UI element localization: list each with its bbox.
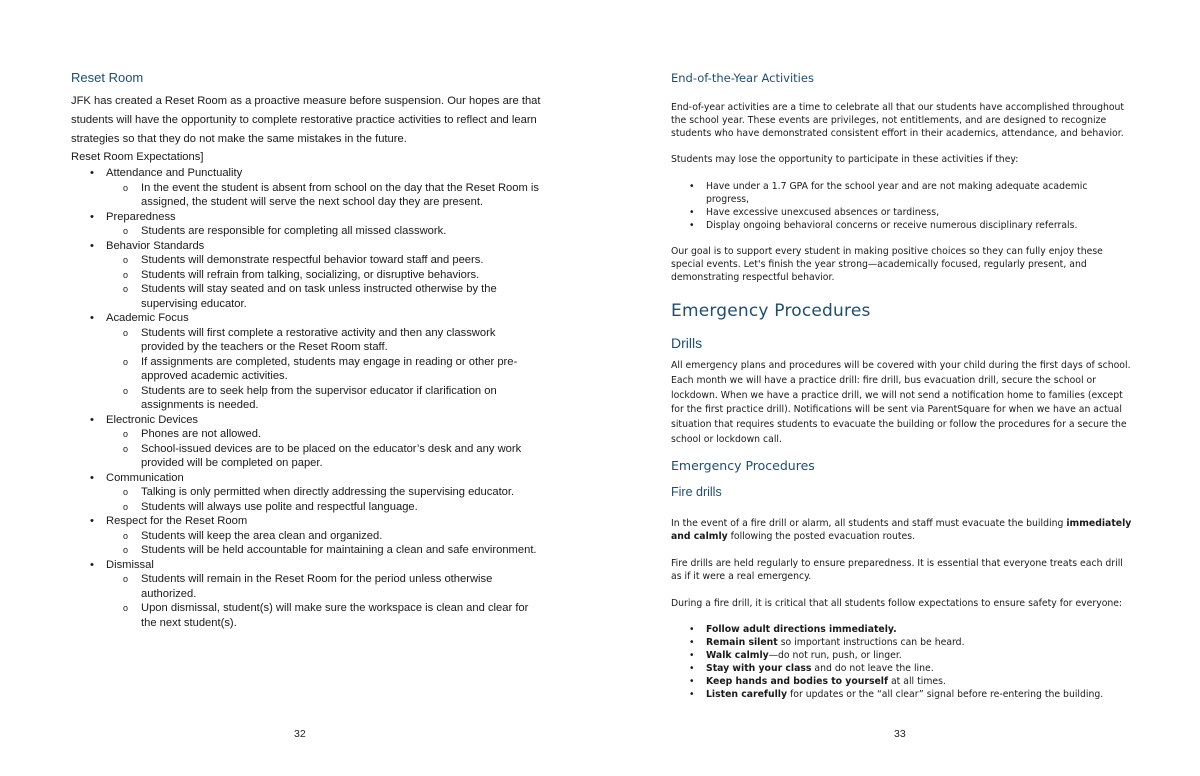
page-number-left: 32 [294, 728, 306, 740]
list-item-text: —do not run, push, or linger. [768, 650, 902, 661]
fire-drill-expectations-list [671, 623, 1133, 701]
expectation-text: If assignments are completed, students may engage in reading or other pre-approved academic activities. [141, 355, 518, 382]
hollow-bullet-icon: o [123, 182, 129, 193]
bullet-icon: • [689, 637, 695, 648]
expectation-item [71, 326, 541, 355]
expectation-text: Students will remain in the Reset Room for the period unless otherwise authorized. [141, 573, 493, 600]
bullet-icon: • [90, 413, 94, 426]
fire-p1-bold: immediately and calmly [671, 518, 1132, 542]
list-item [671, 662, 1133, 675]
emergency-procedures-subheading: Emergency Procedures [671, 458, 815, 473]
list-item-text: so important instructions can be heard. [777, 637, 965, 648]
bullet-icon: • [689, 220, 695, 231]
list-item-text: and do not leave the line. [811, 663, 934, 674]
hollow-bullet-icon: o [123, 327, 129, 338]
expectation-item [71, 500, 541, 515]
hollow-bullet-icon: o [123, 356, 129, 367]
expectation-text: Students will refrain from talking, socializing, or disruptive behaviors. [141, 268, 480, 281]
section-label: Electronic Devices [106, 413, 199, 426]
bullet-icon: • [90, 210, 94, 223]
bullet-icon: • [90, 312, 94, 324]
hollow-bullet-icon: o [123, 429, 129, 439]
list-item-bold: Remain silent [706, 637, 778, 648]
hollow-bullet-icon: o [123, 487, 129, 497]
hollow-bullet-icon: o [123, 284, 129, 294]
list-item [671, 636, 1133, 649]
end-of-year-goal: Our goal is to support every student in making positive choices so they can fully enjoy these special events. Let's finish the year strong—academically focused, regularly present, and demonstrating respectful behavior. [671, 246, 1103, 283]
bullet-icon: • [689, 207, 695, 218]
expectation-text: Students are to seek help from the supervisor educator if clarification on assignments is needed. [141, 384, 497, 411]
list-item [671, 219, 1133, 232]
expectation-section [71, 413, 541, 428]
list-item [671, 675, 1133, 688]
expectation-item [71, 282, 541, 311]
expectation-section [71, 471, 541, 486]
section-label: Dismissal [106, 558, 154, 571]
section-label: Attendance and Punctuality [106, 167, 243, 179]
expectation-text: Students are responsible for completing all missed classwork. [141, 225, 447, 237]
expectation-item [71, 268, 541, 283]
list-item-text: for updates or the “all clear” signal before re-entering the building. [787, 689, 1104, 700]
expectation-section [71, 166, 541, 181]
fire-p1-post: following the posted evacuation routes. [727, 531, 916, 542]
hollow-bullet-icon: o [123, 501, 129, 512]
expectation-item [71, 601, 541, 630]
expectation-item [71, 427, 541, 442]
list-item-text: Have under a 1.7 GPA for the school year and are not making adequate academic progress, [706, 181, 1088, 205]
hollow-bullet-icon: o [123, 574, 129, 584]
end-of-year-intro: End-of-year activities are a time to celebrate all that our students have accomplished throughout the school year. These events are privileges, not entitlements, and are designed to recognize students who have demonstrated consistent effort in their academics, attendance, and behavior. [671, 102, 1125, 139]
expectation-text: Talking is only permitted when directly addressing the supervising educator. [141, 486, 515, 498]
expectations-list [71, 166, 541, 630]
expectation-text: Upon dismissal, student(s) will make sure the workspace is clean and clear for the next student(s). [141, 602, 529, 629]
list-item-bold: Stay with your class [706, 663, 812, 674]
expectation-section [71, 239, 541, 254]
list-item [671, 206, 1133, 219]
bullet-icon: • [689, 624, 695, 635]
expectation-text: Students will demonstrate respectful behavior toward staff and peers. [141, 254, 484, 266]
expectation-section [71, 514, 541, 529]
expectation-text: Phones are not allowed. [141, 428, 262, 440]
expectation-item [71, 355, 541, 384]
expectation-text: Students will first complete a restorative activity and then any classwork provided by the teachers or the Reset Room staff. [141, 326, 496, 353]
section-label: Academic Focus [106, 312, 189, 324]
bullet-icon: • [90, 471, 94, 484]
drills-heading: Drills [671, 335, 703, 351]
fire-drill-paragraph-2: Fire drills are held regularly to ensure preparedness. It is essential that everyone treats each drill as if it were a real emergency. [671, 558, 1123, 582]
fire-drills-heading: Fire drills [671, 485, 722, 499]
list-item-bold: Keep hands and bodies to yourself [706, 676, 889, 687]
expectation-item [71, 181, 541, 210]
expectation-item [71, 485, 541, 500]
bullet-icon: • [90, 558, 94, 571]
reset-room-heading: Reset Room [71, 70, 144, 85]
hollow-bullet-icon: o [123, 385, 129, 396]
list-item-bold: Listen carefully [706, 689, 788, 700]
bullet-icon: • [90, 239, 94, 252]
list-item [671, 688, 1133, 701]
bullet-icon: • [689, 689, 695, 700]
reset-room-intro: JFK has created a Reset Room as a proactive measure before suspension. Our hopes are that students will have the opportunity to complete restorative practice activities to reflect and learn strategies so that they do not make the same mistakes in the future. [71, 95, 541, 145]
expectation-text: Students will keep the area clean and organized. [141, 529, 383, 542]
section-label: Respect for the Reset Room [106, 515, 248, 527]
expectations-label: Reset Room Expectations] [71, 151, 204, 163]
list-item-bold: Follow adult directions immediately. [706, 624, 897, 635]
page-number-right: 33 [894, 728, 906, 740]
bullet-icon: • [689, 663, 695, 674]
bullet-icon: • [90, 515, 94, 527]
bullet-icon: • [689, 181, 695, 192]
fire-drill-paragraph-1 [671, 517, 1133, 543]
expectation-item [71, 442, 541, 471]
hollow-bullet-icon: o [123, 545, 129, 555]
end-of-year-heading: End-of-the-Year Activities [671, 71, 814, 85]
expectation-text: In the event the student is absent from school on the day that the Reset Room is assigned, the student will serve the next school day they are present. [141, 181, 540, 208]
section-label: Behavior Standards [106, 239, 205, 252]
fire-drill-paragraph-3: During a fire drill, it is critical that all students follow expectations to ensure safety for everyone: [671, 598, 1123, 609]
hollow-bullet-icon: o [123, 530, 129, 541]
list-item-text: Have excessive unexcused absences or tardiness, [706, 207, 940, 218]
hollow-bullet-icon: o [123, 226, 129, 236]
drills-text: All emergency plans and procedures will be covered with your child during the first days of school. Each month we will have a practice drill: fire drill, bus evacuation drill, secure the school or lockdown. When we have a practice drill, we will not send a notification home to families (except for the first practice drill). Notifications will be sent via ParentSquare for when we have an actual situation that requires students to evacuate the building or follow the procedures for a secure the school or lockdown call. [671, 360, 1131, 445]
list-item [671, 623, 1133, 636]
list-item [671, 180, 1133, 206]
hollow-bullet-icon: o [123, 255, 129, 265]
bullet-icon: • [689, 676, 695, 687]
fire-p1-pre: In the event of a fire drill or alarm, all students and staff must evacuate the building [671, 518, 1067, 529]
expectation-text: School-issued devices are to be placed on the educator’s desk and any work provided will be completed on paper. [141, 442, 522, 469]
hollow-bullet-icon: o [123, 443, 129, 454]
expectation-item [71, 384, 541, 413]
expectation-item [71, 529, 541, 544]
list-item-text: at all times. [888, 676, 946, 687]
hollow-bullet-icon: o [123, 269, 129, 280]
expectation-item [71, 543, 541, 558]
bullet-icon: • [90, 167, 94, 179]
hollow-bullet-icon: o [123, 603, 129, 613]
section-label: Communication [106, 471, 184, 484]
expectation-section [71, 558, 541, 573]
expectation-item [71, 572, 541, 601]
list-item-bold: Walk calmly [706, 650, 769, 661]
end-of-year-lose-text: Students may lose the opportunity to participate in these activities if they: [671, 154, 1019, 165]
section-label: Preparedness [106, 210, 176, 223]
expectation-text: Students will be held accountable for maintaining a clean and safe environment. [141, 544, 537, 556]
expectation-section [71, 311, 541, 326]
bullet-icon: • [689, 650, 695, 661]
expectation-text: Students will always use polite and respectful language. [141, 500, 418, 513]
end-of-year-criteria-list [671, 180, 1133, 232]
expectation-section [71, 210, 541, 225]
list-item [671, 649, 1133, 662]
list-item-text: Display ongoing behavioral concerns or receive numerous disciplinary referrals. [706, 220, 1078, 231]
expectation-text: Students will stay seated and on task unless instructed otherwise by the supervising educator. [141, 283, 497, 310]
expectation-item [71, 253, 541, 268]
emergency-procedures-heading: Emergency Procedures [671, 301, 871, 321]
expectation-item [71, 224, 541, 239]
